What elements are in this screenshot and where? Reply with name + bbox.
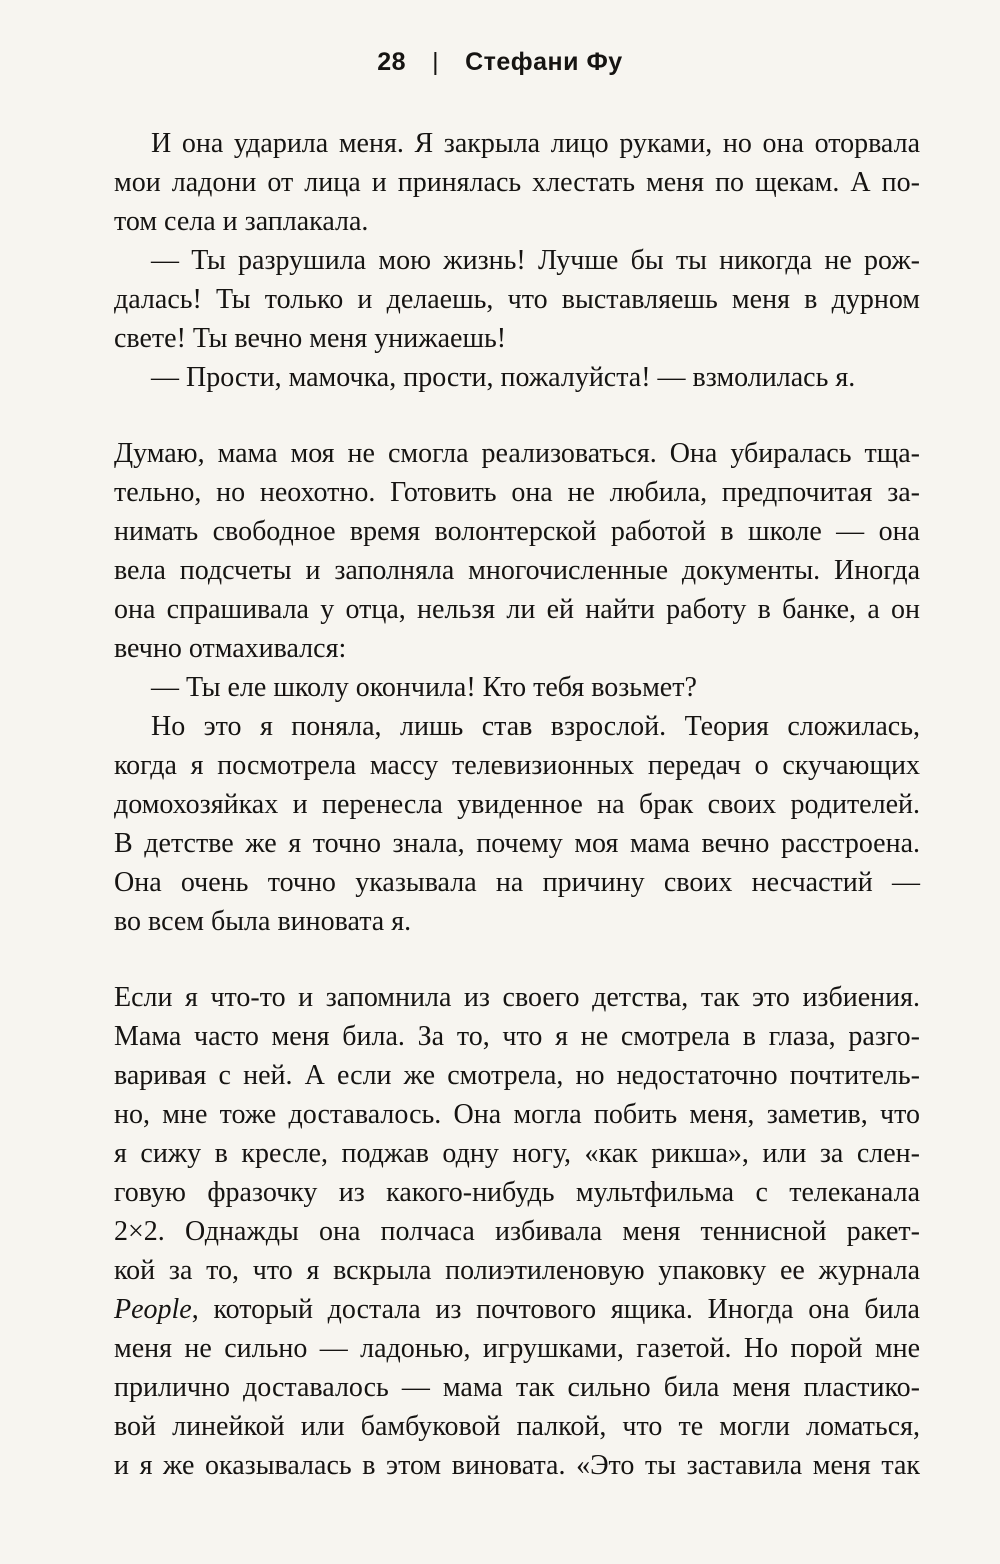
text-line: вела подсчеты и заполняла многочисленные документы. Иногда	[114, 555, 920, 586]
text-line: меня не сильно — ладонью, игрушками, газетой. Но порой мне	[114, 1333, 920, 1364]
author-name: Стефани Фу	[465, 48, 623, 76]
text-line: домохозяйках и перенесла увиденное на брак своих родителей.	[114, 789, 920, 820]
paragraph-4	[114, 434, 920, 668]
text-line: говую фразочку из какого-нибудь мультфильма с телеканала	[114, 1177, 920, 1208]
text-line: В детстве же я точно знала, почему моя мама вечно расстроена.	[114, 828, 920, 859]
paragraph-2	[114, 241, 920, 358]
paragraph-5	[114, 668, 920, 707]
text-line: но, мне тоже доставалось. Она могла побить меня, заметив, что	[114, 1099, 920, 1130]
text-line: Если я что-то и запомнила из своего детства, так это избиения.	[114, 982, 920, 1013]
text-line: — Прости, мамочка, прости, пожалуйста! — взмолилась я.	[151, 362, 856, 393]
text-line: Мама часто меня била. За то, что я не смотрела в глаза, разго-	[114, 1021, 920, 1052]
text-line: когда я посмотрела массу телевизионных передач о скучающих	[114, 750, 920, 781]
text-line: во всем была виновата я.	[114, 906, 412, 937]
italic-magazine-title: People	[114, 1294, 192, 1325]
text-line: прилично доставалось — мама так сильно била меня пластико-	[114, 1372, 920, 1403]
text-line: вой линейкой или бамбуковой палкой, что те могли ломаться,	[114, 1411, 920, 1442]
section-gap	[114, 397, 920, 434]
text-line: она спрашивала у отца, нельзя ли ей найти работу в банке, а он	[114, 594, 920, 625]
text-fragment: , который достала из почтового ящика. Иногда она била	[191, 1294, 920, 1325]
text-line: свете! Ты вечно меня унижаешь!	[114, 323, 507, 354]
text-line: кой за то, что я вскрыла полиэтиленовую упаковку ее журнала	[114, 1255, 920, 1286]
text-line: — Ты разрушила мою жизнь! Лучше бы ты никогда не рож-	[151, 245, 920, 276]
section-gap	[114, 941, 920, 978]
paragraph-6	[114, 707, 920, 941]
text-line: Она очень точно указывала на причину своих несчастий —	[114, 867, 920, 898]
paragraph-3	[114, 358, 920, 397]
text-line: далась! Ты только и делаешь, что выставляешь меня в дурном	[114, 284, 920, 315]
text-line-with-italic	[114, 1290, 920, 1329]
text-line: И она ударила меня. Я закрыла лицо руками, но она оторвала	[151, 128, 920, 159]
text-line: — Ты еле школу окончила! Кто тебя возьмет?	[151, 672, 697, 703]
text-line: варивая с ней. А если же смотрела, но недостаточно почтитель-	[114, 1060, 920, 1091]
running-head	[0, 44, 1000, 80]
paragraph-1	[114, 124, 920, 241]
text-line: том села и заплакала.	[114, 206, 369, 237]
text-line: нимать свободное время волонтерской работой в школе — она	[114, 516, 920, 547]
text-line: Но это я поняла, лишь став взрослой. Теория сложилась,	[151, 711, 920, 742]
paragraph-7	[114, 978, 920, 1485]
text-line: я сижу в кресле, поджав одну ногу, «как рикша», или за слен-	[114, 1138, 920, 1169]
text-line: и я же оказывалась в этом виновата. «Это ты заставила меня так	[114, 1450, 920, 1481]
page-number: 28	[377, 48, 407, 76]
text-line: вечно отмахивался:	[114, 633, 347, 664]
header-separator: |	[432, 48, 440, 76]
body-text	[114, 124, 920, 1485]
text-line: тельно, но неохотно. Готовить она не любила, предпочитая за-	[114, 477, 920, 508]
text-line: мои ладони от лица и принялась хлестать меня по щекам. А по-	[114, 167, 920, 198]
text-line: 2×2. Однажды она полчаса избивала меня теннисной ракет-	[114, 1216, 920, 1247]
text-line: Думаю, мама моя не смогла реализоваться. Она убиралась тща-	[114, 438, 920, 469]
